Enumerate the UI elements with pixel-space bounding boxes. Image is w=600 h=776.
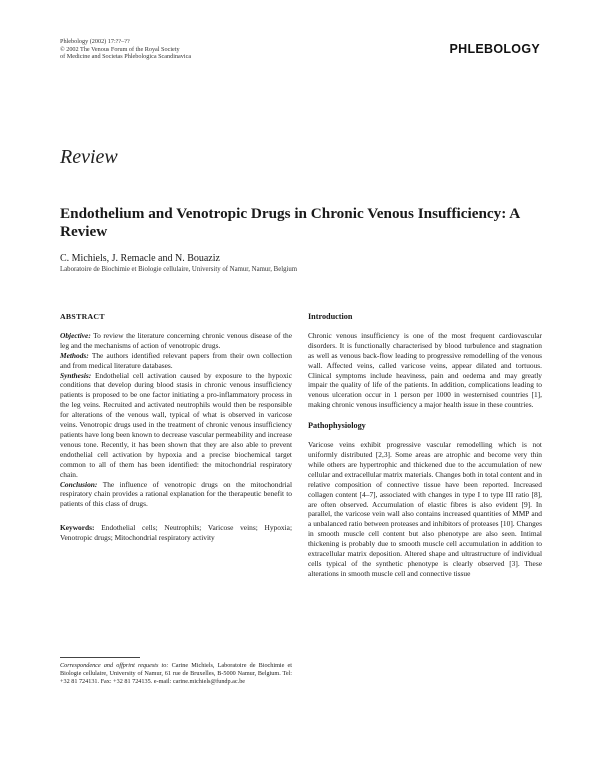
correspondence-label: Correspondence and offprint requests to: — [60, 662, 169, 669]
journal-citation — [60, 38, 191, 61]
abstract-heading: ABSTRACT — [60, 312, 105, 321]
abstract-column — [60, 312, 292, 543]
article-authors: C. Michiels, J. Remacle and N. Bouaziz — [60, 253, 220, 264]
article-title: Endothelium and Venotropic Drugs in Chronic Venous Insufficiency: A Review — [60, 205, 520, 240]
introduction-paragraph: Chronic venous insufficiency is one of the most frequent cardiovascular disorders. It is functionally characterised by blood turbulence and stagnation as well as venous back-flow leading to progressive remodelling of the venous wall. Affected veins, called varicose veins, appear dilated and tortuous. Clinical symptoms include heaviness, pain and oedema and may greatly impair the quality of life of the patients. In addition, complications leading to venous ulceration occur in 1 person per 1000 in westernised countries [1], making chronic venous insufficiency a major health issue in these countries. — [308, 330, 542, 410]
synthesis-text: Endothelial cell activation caused by exposure to the hypoxic conditions that develop during blood stasis in chronic venous insufficiency patients is proposed to be one factor initiating a pro-inflammatory process in the leg veins. Recruited and activated neutrophils would then be responsible for alterations of the venous wall, typical of what is observed in varicose veins. Venotropic drugs used in the treatment of chronic venous insufficiency patients have long been known to decrease vascular permeability and increase venous tone. Recently, it has been shown that they are also able to prevent endothelial cell activation by hypoxia and a precise biochemical target common to all of them has been identified: the mitochondrial respiratory chain. — [60, 370, 292, 479]
journal-logo: PHLEBOLOGY — [449, 42, 540, 56]
journal-line-3: of Medicine and Societas Phlebologica Scandinavica — [60, 53, 192, 61]
pathophysiology-paragraph: Varicose veins exhibit progressive vascular remodelling which is not uniformly distributed [2,3]. Some areas are atrophic and become very thin while others are hypertrophic and thickened due to the accumulation of new cellular and extracellular matrix materials. Changes both in total content and in relative composition of connective tissue have been reported. Increased collagen content [4–7], associated with changes in type I to type III ratio [8], are often observed. Accumulation of elastic fibres is also evident [9]. In parallel, the varicose vein wall also contains increased quantities of MMP and a unbalanced ratio between proteases and inhibitors of proteases [10]. Changes in smooth muscle cell content but also phenotype are also seen. Intimal thickening is probably due to smooth muscle cell accumulation in addition to extracellular matrix deposition. Altered shape and ultrastructure of individual cells typical of the synthetic phenotype is clearly observed [3]. These alterations in smooth muscle cell and connective tissue — [308, 440, 542, 578]
abstract-methods — [60, 351, 292, 371]
keywords — [60, 523, 292, 543]
synthesis-label: Synthesis: — [60, 370, 92, 380]
keywords-label: Keywords: — [60, 523, 95, 533]
conclusion-text: The influence of venotropic drugs on the mitochondrial respiratory chain provides a rational explanation for the therapeutic benefit to patients of this class of drugs. — [60, 479, 292, 509]
body-column — [308, 312, 542, 579]
keywords-text: Endothelial cells; Neutrophils; Varicose veins; Hypoxia; Venotropic drugs; Mitochondrial respiratory activity — [60, 523, 292, 543]
pathophysiology-heading: Pathophysiology — [308, 421, 366, 431]
correspondence-text: Carine Michiels, Laboratoire de Biochimie et Biologie cellulaire, University of Namur, 61 rue de Bruxelles, B-5000 Namur, Belgium. Tel: +32 81 724131. Fax: +32 81 724135. e-mail: carine.michiels@fundp.ac.be — [60, 662, 292, 685]
correspondence-note — [60, 662, 292, 686]
footnote-divider — [60, 657, 140, 658]
introduction-heading: Introduction — [308, 312, 353, 321]
section-label: Review — [60, 146, 118, 168]
methods-text: The authors identified relevant papers from their own collection and from medical literature databases. — [60, 350, 292, 370]
journal-line-1: Phlebology (2002) 17:??–?? — [60, 38, 130, 45]
abstract-conclusion — [60, 480, 292, 510]
abstract-objective — [60, 331, 292, 351]
journal-line-2: © 2002 The Venous Forum of the Royal Society — [60, 45, 180, 53]
objective-text: To review the literature concerning chronic venous disease of the leg and the mechanisms of action of venotropic drugs. — [60, 330, 292, 350]
conclusion-label: Conclusion: — [60, 479, 98, 489]
abstract-synthesis — [60, 371, 292, 480]
author-affiliation: Laboratoire de Biochimie et Biologie cellulaire, University of Namur, Namur, Belgium — [60, 266, 298, 273]
objective-label: Objective: — [60, 330, 91, 340]
methods-label: Methods: — [60, 350, 89, 360]
